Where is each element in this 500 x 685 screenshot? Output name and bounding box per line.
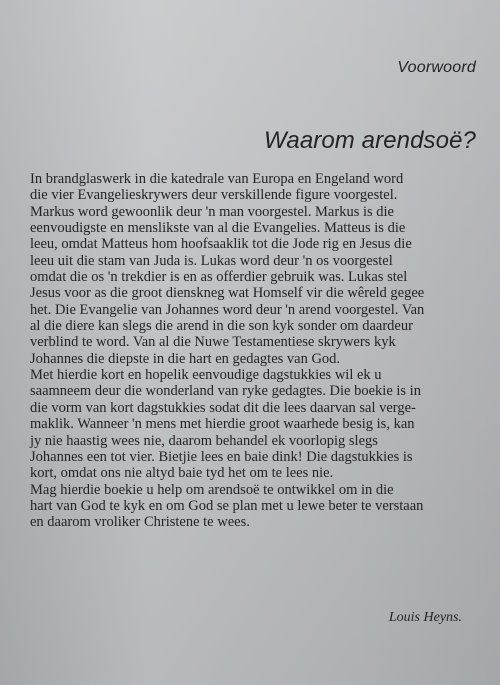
body-line: Johannes een tot vier. Bietjie lees en baie dink! Die dagstukkies is (30, 448, 413, 465)
body-line: jy nie haastig wees nie, daarom behandel ek voorlopig slegs (30, 432, 378, 449)
body-line: maklik. Wanneer 'n mens met hierdie groot waarhede besig is, kan (30, 416, 415, 433)
body-line: Johannes die diepste in die hart en gedagtes van God. (30, 350, 341, 367)
body-line: al die diere kan slegs die arend in die son kyk sonder om daardeur (30, 318, 413, 335)
page-heading: Waarom arendsoë? (264, 127, 476, 154)
body-line: saamneem deur die wonderland van ryke gedagtes. Die boekie is in (30, 383, 421, 400)
body-line: eenvoudigste en menslikste van al die Evangelies. Matteus is die (30, 220, 406, 237)
body-line: Met hierdie kort en hopelik eenvoudige dagstukkies wil ek u (30, 367, 382, 384)
body-line: het. Die Evangelie van Johannes word deur 'n arend voorgestel. Van (30, 301, 425, 318)
author-signature: Louis Heyns. (388, 610, 462, 625)
body-line: Jesus voor as die groot dienskneg wat Homself vir die wêreld gegee (30, 285, 425, 302)
body-line: en daarom vroliker Christene te wees. (30, 514, 250, 531)
body-line: leeu, omdat Matteus hom hoofsaaklik tot die Jode rig en Jesus die (30, 236, 412, 253)
body-line: Markus word gewoonlik deur 'n man voorgestel. Markus is die (30, 203, 394, 220)
body-line: Mag hierdie boekie u help om arendsoë te ontwikkel om in die (30, 481, 394, 498)
body-line: die vorm van kort dagstukkies sodat dit die lees daarvan sal verge- (30, 399, 416, 416)
body-text (30, 171, 483, 531)
body-line: die vier Evangelieskrywers deur verskillende figure voorgestel. (30, 187, 398, 204)
body-line: kort, omdat ons nie altyd baie tyd het om te lees nie. (30, 465, 334, 482)
body-line: verblind te word. Van al die Nuwe Testamentiese skrywers kyk (30, 334, 396, 351)
body-line: omdat die os 'n trekdier is en as offerdier gebruik was. Lukas stel (30, 269, 408, 286)
body-line: hart van God te kyk en om God se plan met u lewe beter te verstaan (30, 497, 424, 514)
body-line: leeu uit die stam van Juda is. Lukas word deur 'n os voorgestel (30, 252, 393, 269)
section-label: Voorwoord (397, 59, 476, 76)
body-line: In brandglaswerk in die katedrale van Europa en Engeland word (30, 171, 404, 187)
